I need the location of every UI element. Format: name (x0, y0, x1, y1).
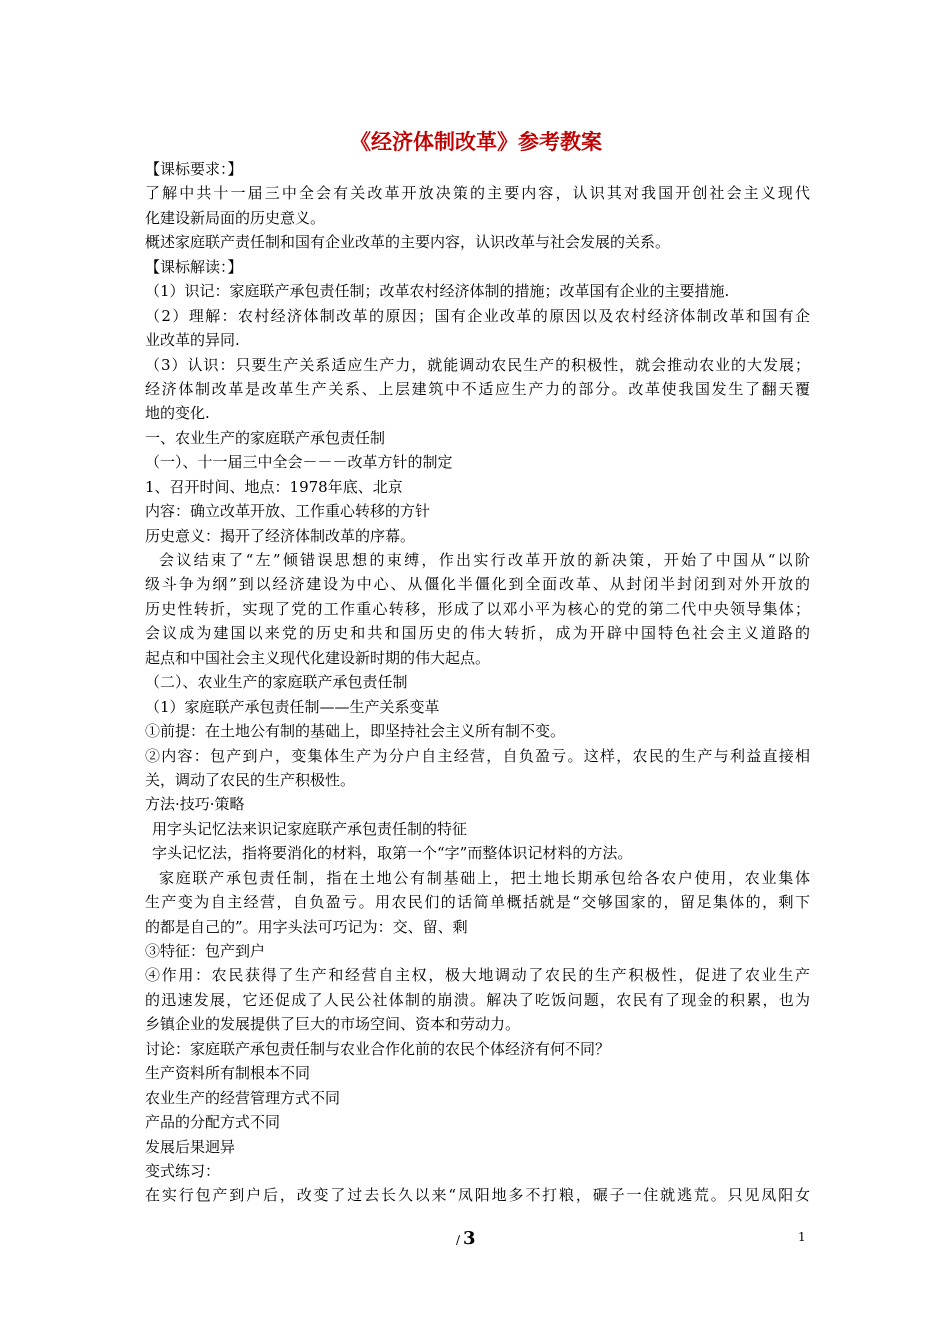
text-line: 用字头记忆法来识记家庭联产承包责任制的特征 (152, 819, 468, 838)
text-line: 字头记忆法，指将要消化的材料，取第一个“字”而整体识记材料的方法。 (152, 844, 633, 863)
text-line: 乡镇企业的发展提供了巨大的市场空间、资本和劳动力。 (145, 1015, 521, 1034)
text-line: 关，调动了农民的生产积极性。 (145, 770, 356, 789)
text-line: 级斗争为纲”到以经济建设为中心、从僵化半僵化到全面改革、从封闭半封闭到对外开放的 (145, 575, 810, 594)
text-line: 生产变为自主经营，自负盈亏。用农民们的话简单概括就是“交够国家的，留足集体的，剩下 (145, 893, 810, 912)
text-line: 历史意义：揭开了经济体制改革的序幕。 (145, 526, 416, 545)
text-line: 【课标解读：】 (145, 257, 243, 276)
text-line: 会议结束了“左”倾错误思想的束缚，作出实行改革开放的新决策，开始了中国从“以阶 (159, 551, 810, 569)
page-number: 1 (798, 1230, 806, 1244)
text-line: （1）家庭联产承包责任制——生产关系变革 (145, 697, 440, 716)
text-line: 生产资料所有制根本不同 (145, 1064, 311, 1083)
text-line: ④作用：农民获得了生产和经营自主权，极大地调动了农民的生产积极性，促进了农业生产 (145, 966, 810, 985)
document-title: 《经济体制改革》参考教案 (350, 129, 602, 154)
text-line: （1）识记：家庭联产承包责任制；改革农村经济体制的措施；改革国有企业的主要措施. (145, 282, 730, 301)
text-line: 地的变化. (145, 404, 210, 423)
text-line: 产品的分配方式不同 (145, 1113, 281, 1132)
text-line: 【课标要求：】 (145, 160, 243, 178)
text-line: （3）认识：只要生产关系适应生产力，就能调动农民生产的积极性，就会推动农业的大发展； (145, 355, 810, 374)
text-line: ③特征：包产到户 (145, 942, 266, 960)
subsection-heading: （一）、十一届三中全会－－－改革方针的制定 (145, 453, 453, 472)
text-line: 变式练习： (145, 1161, 221, 1180)
text-line: 内容：确立改革开放、工作重心转移的方针 (145, 502, 431, 521)
text-line: ①前提：在土地公有制的基础上，即坚持社会主义所有制不变。 (145, 722, 566, 741)
page-separator: / (456, 1233, 461, 1247)
text-line: 的都是自己的”。用字头法可巧记为：交、留、剩 (145, 917, 468, 936)
text-line: （2）理解：农村经济体制改革的原因；国有企业改革的原因以及农村经济体制改革和国有企 (145, 306, 810, 325)
text-line: 会议成为建国以来党的历史和共和国历史的伟大转折，成为开辟中国特色社会主义道路的 (145, 624, 810, 643)
text-line: 概述家庭联产责任制和国有企业改革的主要内容，认识改革与社会发展的关系。 (145, 233, 671, 252)
text-line: 业改革的异同. (145, 331, 240, 350)
text-line: 家庭联产承包责任制，指在土地公有制基础上，把土地长期承包给各农户使用，农业集体 (159, 868, 810, 887)
text-line: 化建设新局面的历史意义。 (145, 208, 326, 227)
text-line: 的迅速发展，它还促成了人民公社体制的崩溃。解决了吃饭问题，农民有了现金的积累，也为 (145, 990, 810, 1009)
text-line: 了解中共十一届三中全会有关改革开放决策的主要内容，认识其对我国开创社会主义现代 (145, 184, 810, 203)
text-line: 历史性转折，实现了党的工作重心转移，形成了以邓小平为核心的党的第二代中央领导集体； (145, 599, 810, 618)
text-line: 讨论：家庭联产承包责任制与农业合作化前的农民个体经济有何不同？ (145, 1039, 611, 1058)
section-heading: 一、农业生产的家庭联产承包责任制 (145, 428, 386, 447)
text-line: ②内容：包产到户，变集体生产为分户自主经营，自负盈亏。这样，农民的生产与利益直接相 (145, 746, 810, 765)
document-body (145, 157, 810, 1208)
text-line: 农业生产的经营管理方式不同 (145, 1088, 341, 1107)
page-count (456, 1228, 476, 1249)
text-line: 起点和中国社会主义现代化建设新时期的伟大起点。 (145, 648, 491, 667)
total-pages: 3 (463, 1228, 476, 1249)
text-line: 1、召开时间、地点：1978年底、北京 (145, 477, 403, 496)
text-line: 发展后果迥异 (145, 1137, 236, 1156)
subsection-heading: （二）、农业生产的家庭联产承包责任制 (145, 673, 408, 692)
text-line: 经济体制改革是改革生产关系、上层建筑中不适应生产力的部分。改革使我国发生了翻天覆 (145, 379, 810, 398)
text-line: 在实行包产到户后，改变了过去长久以来“凤阳地多不打粮，碾子一住就逃荒。只见凤阳女 (145, 1186, 810, 1205)
text-line: 方法·技巧·策略 (145, 795, 245, 814)
